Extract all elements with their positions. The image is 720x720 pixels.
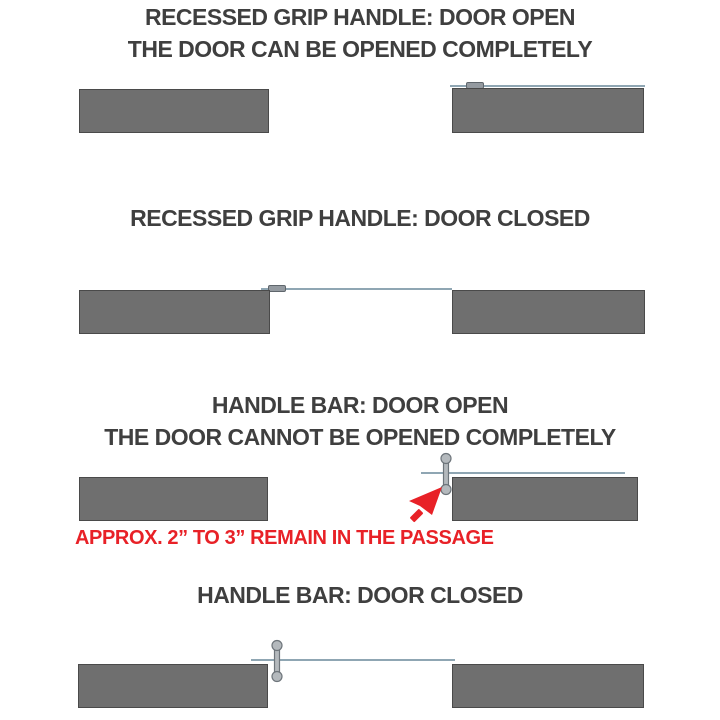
recessed-grip-handle-icon (268, 285, 286, 292)
section1-subtitle: THE DOOR CAN BE OPENED COMPLETELY (127, 36, 593, 62)
wall-segment-left (79, 477, 268, 521)
section2-title: RECESSED GRIP HANDLE: DOOR CLOSED (130, 205, 590, 231)
wall-segment-right (452, 290, 645, 334)
door-panel-line (261, 288, 452, 290)
wall-segment-right (452, 88, 644, 133)
wall-segment-right (452, 664, 644, 708)
section3-title: HANDLE BAR: DOOR OPEN (211, 392, 509, 418)
pointer-arrow-icon (405, 485, 443, 523)
section1-title: RECESSED GRIP HANDLE: DOOR OPEN (144, 4, 576, 30)
wall-segment-left (79, 89, 269, 133)
handle-bar-icon (270, 638, 284, 684)
wall-segment-right (452, 477, 638, 521)
section4-title: HANDLE BAR: DOOR CLOSED (197, 582, 523, 608)
section3-subtitle: THE DOOR CANNOT BE OPENED COMPLETELY (104, 424, 616, 450)
wall-segment-left (78, 664, 268, 708)
passage-annotation: APPROX. 2” TO 3” REMAIN IN THE PASSAGE (75, 527, 494, 549)
wall-segment-left (79, 290, 270, 334)
